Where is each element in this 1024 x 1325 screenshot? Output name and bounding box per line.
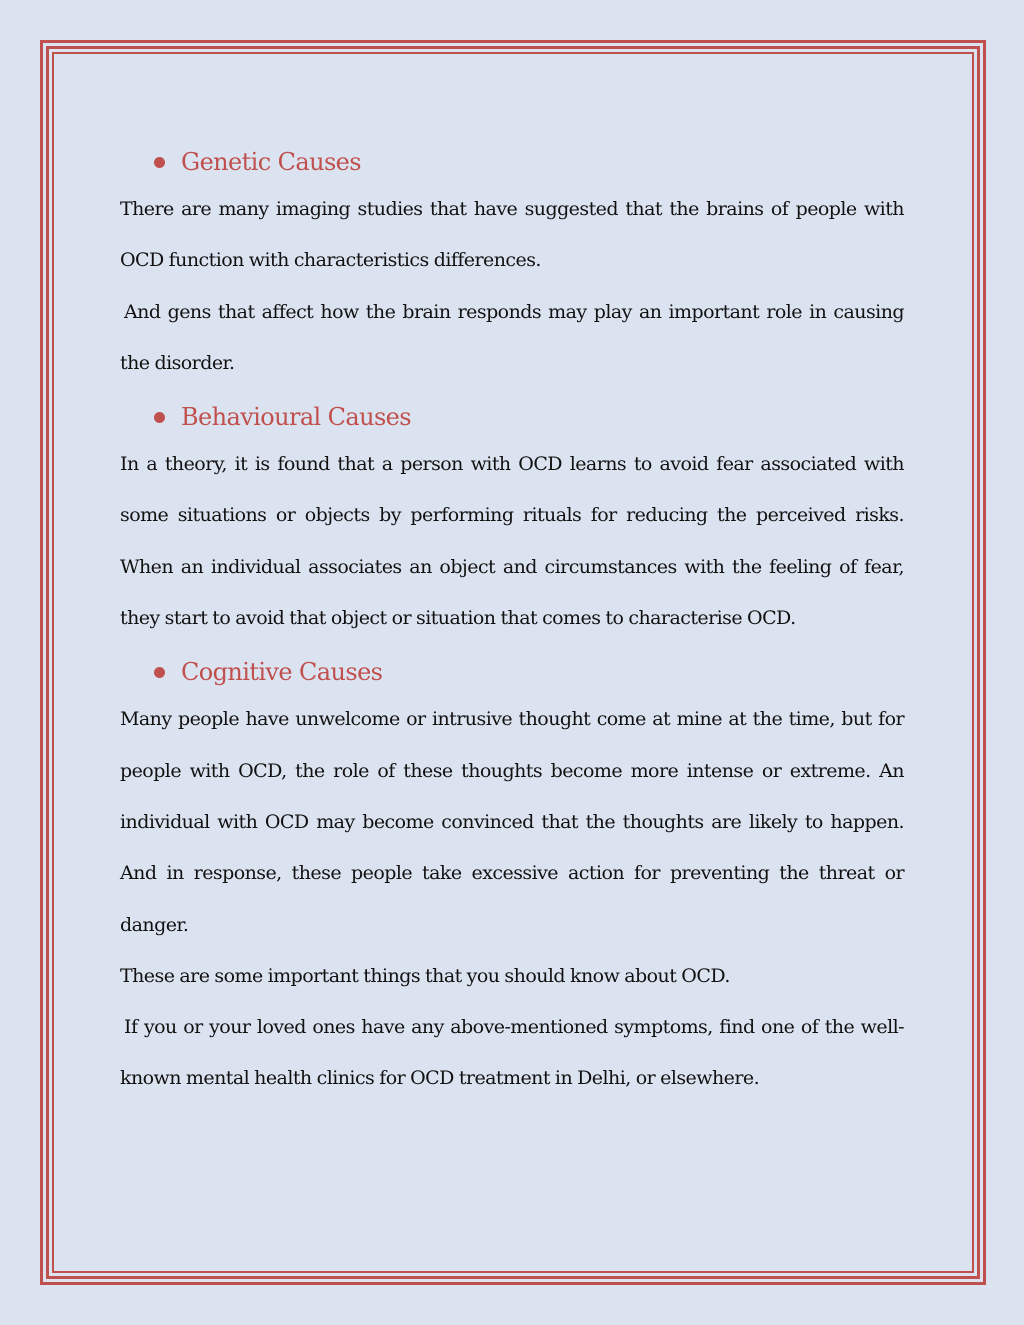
section-heading-text: Genetic Causes (181, 148, 361, 176)
bullet-icon (154, 412, 165, 423)
paragraph: Many people have unwelcome or intrusive thought come at mine at the time, but for people with OCD, the role of these thoughts become more intense or extreme. An individual with OCD may become convinced that the thoughts are likely to happen. And in response, these people take excessive action for preventing the threat or danger. (120, 708, 904, 936)
section-heading-text: Cognitive Causes (181, 658, 383, 687)
paragraph: These are some important things that you should know about OCD. (120, 964, 730, 987)
paragraph: There are many imaging studies that have suggested that the brains of people with OCD function with characteristics differences. (120, 198, 904, 272)
bullet-icon (154, 667, 165, 678)
section-heading-genetic (154, 140, 904, 184)
section-heading-cognitive (154, 650, 904, 694)
section-heading-text: Behavioural Causes (181, 403, 411, 432)
closing-paragraph: If you or your loved ones have any above-mentioned symptoms, find one of the well-known mental health clinics for OCD treatment in Delhi, or elsewhere. (120, 1016, 904, 1090)
document-body (120, 140, 904, 1105)
paragraph: And gens that affect how the brain responds may play an important role in causing the disorder. (120, 300, 904, 374)
section-heading-behavioural (154, 395, 904, 439)
paragraph: In a theory, it is found that a person with OCD learns to avoid fear associated with some situations or objects by performing rituals for reducing the perceived risks. When an individual associates an object and circumstances with the feeling of fear, they start to avoid that object or situation that comes to characterise OCD. (120, 453, 904, 630)
bullet-icon (154, 157, 165, 168)
